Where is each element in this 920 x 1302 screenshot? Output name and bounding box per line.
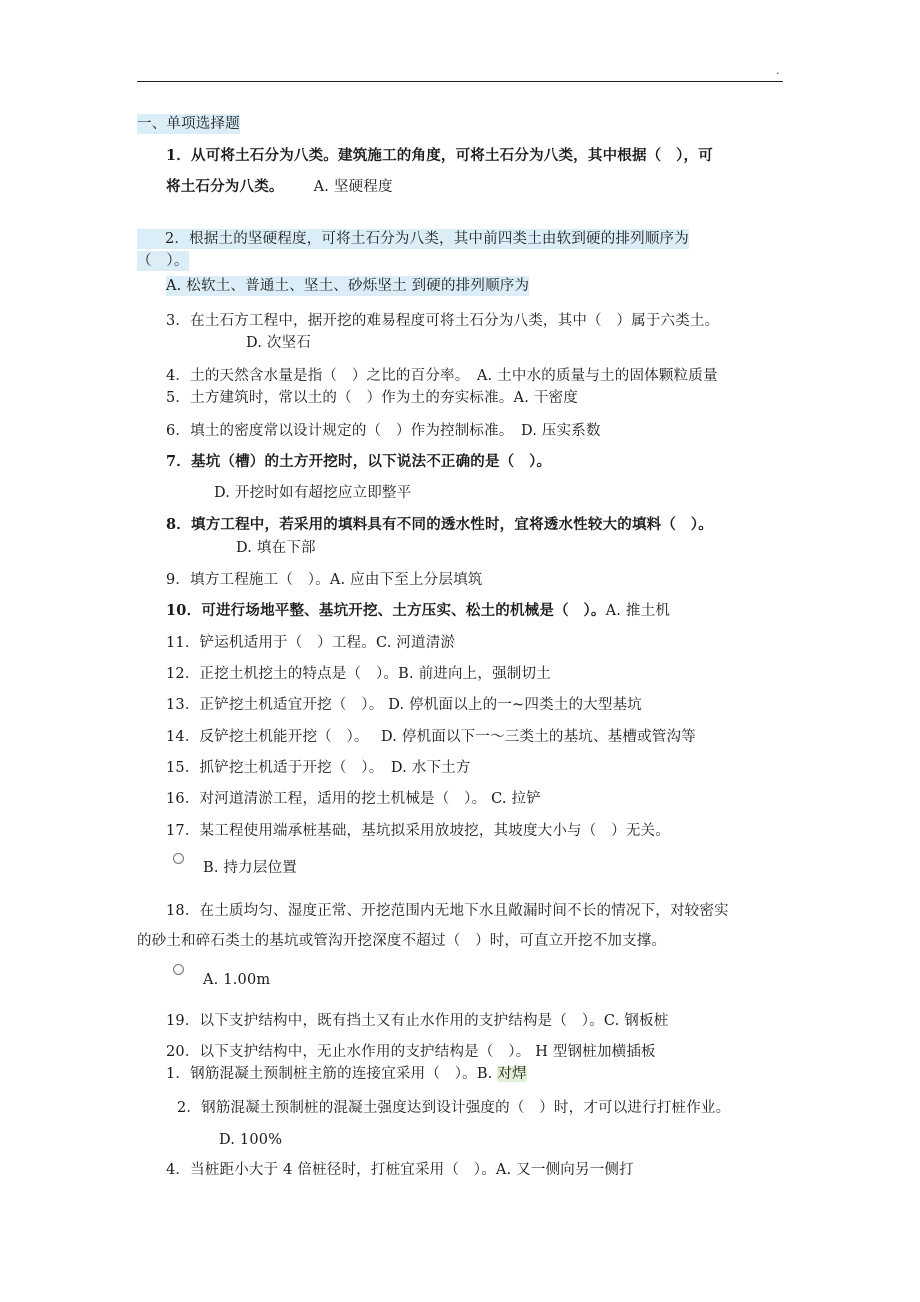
question-10-answer: A. 推土机	[605, 603, 671, 619]
question-15: 15．抓铲挖土机适于开挖（ ）。 D. 水下土方	[166, 760, 471, 776]
pile-question-2-answer: D. 100%	[219, 1132, 283, 1148]
question-20: 20．以下支护结构中，无止水作用的支护结构是（ ）。 H 型钢桩加横插板	[166, 1044, 656, 1060]
question-1-line-2	[166, 177, 393, 197]
header-dot: .	[776, 64, 780, 77]
question-9: 9．填方工程施工（ ）。A. 应由下至上分层填筑	[166, 572, 483, 588]
question-18-line-1: 18．在土质均匀、湿度正常、开挖范围内无地下水且敞漏时间不长的情况下，对较密实	[166, 903, 729, 919]
question-3: 3．在土石方工程中，据开挖的难易程度可将土石分为八类，其中（ ）属于六类土。	[166, 313, 720, 329]
question-8: 8．填方工程中，若采用的填料具有不同的透水性时，宜将透水性较大的填料（ ）。	[166, 516, 713, 533]
question-1-text: 将土石分为八类。	[166, 178, 284, 195]
question-1-answer: A. 坚硬程度	[313, 179, 393, 195]
pile-question-1: 1．钢筋混凝土预制桩主筋的连接宜采用（ ）。B.	[166, 1066, 498, 1082]
question-18-answer: A. 1.00m	[203, 972, 271, 988]
pile-question-1-answer: 对焊	[497, 1066, 527, 1082]
section-title: 一、单项选择题	[137, 116, 240, 132]
question-3-answer: D. 次坚石	[246, 335, 312, 351]
question-14: 14．反铲挖土机能开挖（ ）。 D. 停机面以下一～三类土的基坑、基槽或管沟等	[166, 729, 696, 745]
question-7: 7．基坑（槽）的土方开挖时，以下说法不正确的是（ ）。	[166, 453, 552, 470]
question-11: 11．铲运机适用于（ ）工程。C. 河道清淤	[166, 635, 456, 651]
radio-option-a[interactable]	[173, 964, 184, 975]
question-19: 19．以下支护结构中，既有挡土又有止水作用的支护结构是（ ）。C. 钢板桩	[166, 1013, 669, 1029]
question-10-line	[166, 601, 670, 621]
question-10: 10．可进行场地平整、基坑开挖、土方压实、松土的机械是（ ）。	[166, 602, 606, 619]
header-rule	[137, 81, 783, 82]
question-2-line-1: 2．根据土的坚硬程度，可将土石分为八类，其中前四类土由软到硬的排列顺序为	[137, 229, 689, 249]
pile-question-1-line	[166, 1064, 527, 1084]
question-12: 12．正挖土机挖土的特点是（ ）。B. 前进向上，强制切土	[166, 666, 551, 682]
question-17: 17．某工程使用端承桩基础，基坑拟采用放坡挖，其坡度大小与（ ）无关。	[166, 823, 670, 839]
question-1-line-1: 1．从可将土石分为八类。建筑施工的角度，可将土石分为八类，其中根据（ ），可	[166, 147, 713, 164]
pile-question-2: 2．钢筋混凝土预制桩的混凝土强度达到设计强度的（ ）时，才可以进行打桩作业。	[177, 1100, 731, 1116]
question-16: 16．对河道清淤工程，适用的挖土机械是（ ）。 C. 拉铲	[166, 791, 541, 807]
question-18-line-2: 的砂土和碎石类土的基坑或管沟开挖深度不超过（ ）时，可直立开挖不加支撑。	[137, 933, 667, 949]
radio-option-b[interactable]	[173, 853, 184, 864]
question-8-answer: D. 填在下部	[236, 540, 316, 556]
question-5: 5．土方建筑时，常以土的（ ）作为土的夯实标准。A. 干密度	[166, 390, 578, 406]
question-17-answer: B. 持力层位置	[203, 860, 297, 876]
question-2-line-2: （ ）。	[137, 253, 189, 269]
question-4: 4．土的天然含水量是指（ ）之比的百分率。 A. 土中水的质量与土的固体颗粒质量	[166, 368, 718, 384]
question-13: 13．正铲挖土机适宜开挖（ ）。 D. 停机面以上的一~四类土的大型基坑	[166, 697, 642, 713]
question-2-answer: A. 松软土、普通土、坚土、砂烁坚土 到硬的排列顺序为	[166, 278, 530, 294]
pile-question-4: 4．当桩距小大于 4 倍桩径时，打桩宜采用（ ）。A. 又一侧向另一侧打	[166, 1162, 634, 1178]
question-6: 6．填土的密度常以设计规定的（ ）作为控制标准。 D. 压实系数	[166, 423, 601, 439]
question-7-answer: D. 开挖时如有超挖应立即整平	[214, 485, 412, 501]
